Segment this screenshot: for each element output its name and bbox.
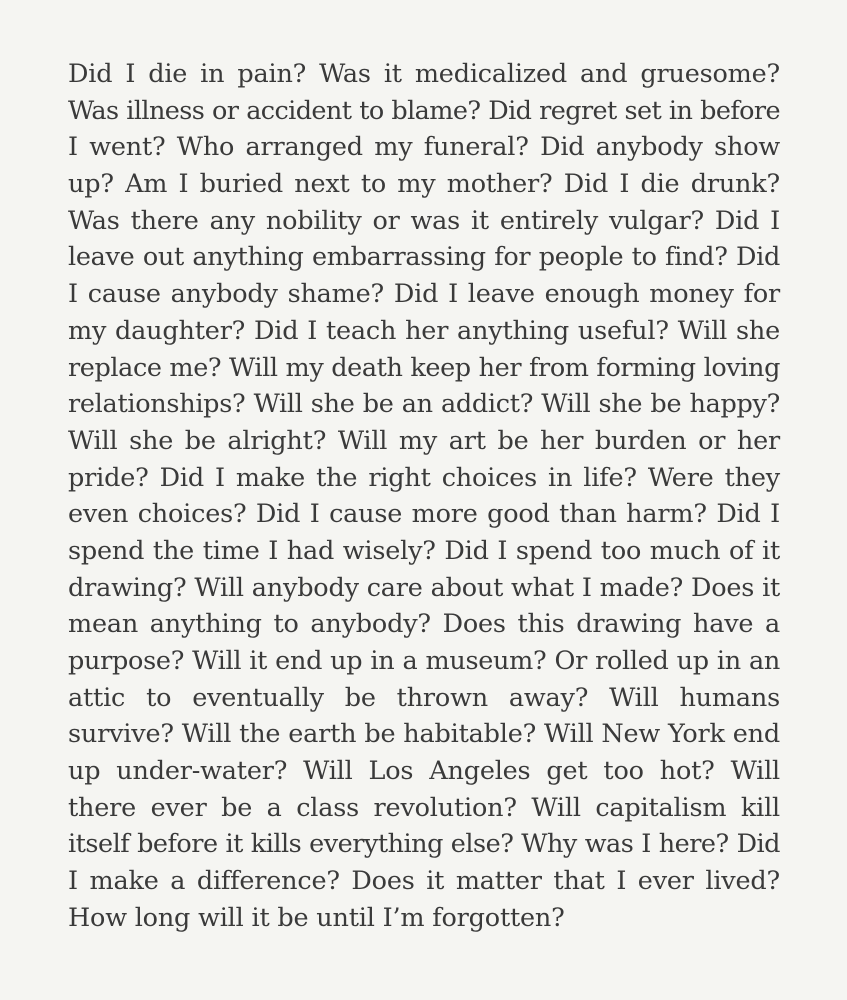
- text-line-16: mean anything to anybody? Does this drawing have a: [68, 609, 780, 640]
- text-line-12: pride? Did I make the right choices in life? Were they: [68, 462, 780, 493]
- text-line-1: Did I die in pain? Was it medicalized and gruesome?: [68, 59, 780, 89]
- text-line-20: up under-water? Will Los Angeles get too hot? Will: [68, 756, 780, 787]
- text-line-8: my daughter? Did I teach her anything useful? Will she: [68, 315, 780, 346]
- text-line-21: there ever be a class revolution? Will capitalism kill: [68, 792, 780, 823]
- text-line-6: leave out anything embarrassing for people to find? Did: [68, 242, 780, 273]
- text-line-3: I went? Who arranged my funeral? Did anybody show: [68, 132, 780, 163]
- text-line-4: up? Am I buried next to my mother? Did I die drunk?: [68, 169, 780, 200]
- handwritten-text-block: [68, 56, 780, 937]
- text-line-18: attic to eventually be thrown away? Will humans: [68, 682, 780, 713]
- text-line-13: even choices? Did I cause more good than harm? Did I: [68, 499, 780, 530]
- text-line-14: spend the time I had wisely? Did I spend too much of it: [68, 535, 780, 566]
- text-line-23: I make a difference? Does it matter that I ever lived?: [68, 866, 780, 897]
- text-line-22: itself before it kills everything else? Why was I here? Did: [68, 829, 780, 860]
- text-line-15: drawing? Will anybody care about what I made? Does it: [68, 572, 781, 603]
- text-line-10: relationships? Will she be an addict? Will she be happy?: [68, 389, 780, 420]
- text-line-24: How long will it be until I’m forgotten?: [68, 902, 565, 933]
- text-line-5: Was there any nobility or was it entirely vulgar? Did I: [68, 205, 780, 236]
- text-line-17: purpose? Will it end up in a museum? Or rolled up in an: [68, 646, 780, 676]
- text-line-19: survive? Will the earth be habitable? Will New York end: [68, 719, 780, 750]
- text-line-7: I cause anybody shame? Did I leave enough money for: [68, 279, 780, 310]
- text-line-11: Will she be alright? Will my art be her burden or her: [68, 425, 780, 456]
- text-line-9: replace me? Will my death keep her from forming loving: [68, 352, 780, 383]
- text-line-2: Was illness or accident to blame? Did regret set in before: [68, 95, 780, 126]
